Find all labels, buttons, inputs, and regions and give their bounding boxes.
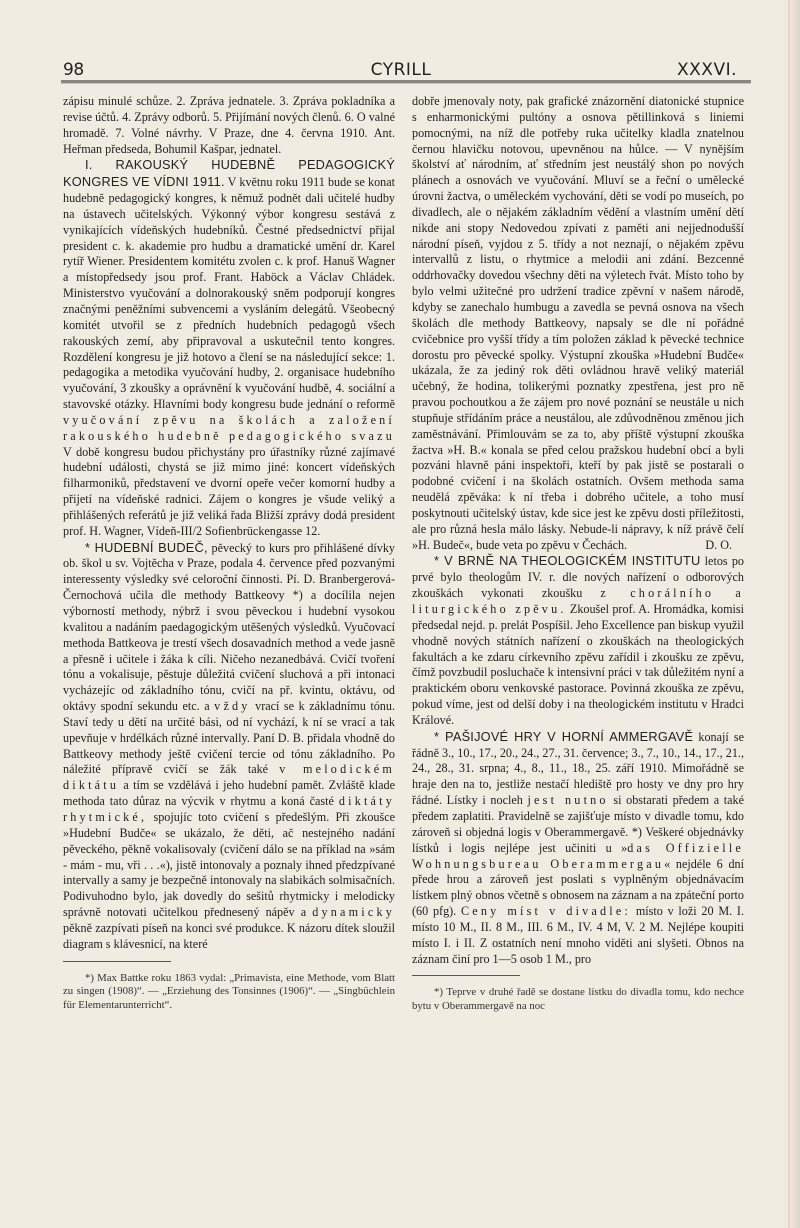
heading-brno-institute: * V BRNĚ NA THEOLOGICKÉM INSTITUTU — [434, 553, 701, 569]
text: si obstarati předem a také předem zaplatiti. Pravidelně se zajišťuje místo v divadle tomu, kdo zároveň si objedná logis v Oberammergavě. *) Veškeré objednávky lístků i logis nejlépe jest učiniti u » — [412, 793, 744, 855]
author-signature: D. O. — [705, 537, 732, 552]
footnote-rule — [412, 975, 520, 976]
text: pěkně zazpívati píseň na konci své produkce. K názoru dítek sloužil diagram s klávesnicí, na které — [63, 920, 395, 951]
footnote-rule — [63, 961, 171, 962]
text: « nejdéle 6 dní přede hrou a zároveň jest poslati s vyplněným objednávacím lístkem plný obnos včetně s obnosem na záznam a na zpáteční porto (60 pfg). — [412, 856, 745, 919]
spaced-emphasis: vyučování zpěvu na školách a založení rakouského hudebně pedagogického svazu — [63, 412, 395, 443]
spaced-emphasis: dynamicky — [312, 905, 395, 920]
text: spojujíc toto cvičení s předešlým. Při zkoušce »Hudební Budče« se ukázalo, že děti, ač nestejného nadání pěveckého, pěkně vokalisovaly (cvičení dálo se na příklad na »sám - mám - mu, vři . . .«), jistě intonovaly a poznaly ihned předzpívané intervally a samy je bezpečně intonovaly na slabikách solmisačních. Podivuhodno bylo, jak dovedly do sešitů rhytmicky i melodicky správně notovati učitelkou přednesený nápěv a — [63, 809, 395, 920]
spaced-emphasis: das Offizielle Wohnungsbureau Oberammergau — [412, 840, 745, 871]
text: a tím se vzdělává i jeho hudební pamět. Zvláště klade methoda tato důraz na výcvik v rhytmu a koná časté — [63, 778, 395, 809]
paragraph-hudebni-budec — [63, 540, 395, 953]
spaced-emphasis: z chorálního a liturgického zpěvu. — [412, 586, 744, 616]
text: místo v loži 20 M. I. místo 10 M., II. 8 M., III. 6 M., IV. 4 M, V. 2 M. Nejlépe koupiti místo I. i II. Z ostatních není mnoho viděti ani slyšeti. Obnos na záznam činí pro 1—5 osob 1 M., pro — [412, 904, 744, 966]
text: dobře jmenovaly noty, pak grafické znázornění diatonické stupnice s enharmonickými pultóny a osnova pětillinková s liniemi pomocnými, na níž dle potřeby ruka učitelky kladla znatelnou černou hlavičku notovou, upevněnou na hůlce. — V nynějším školství ať národním, ať středním jest neustálý shon po nových plánech a osnovách ve vyučování. Mluví se a řeční o umělecké úrovni žactva, o uměleckém vychování, děti se vodí po museích, po divadlech, ale o nějakém základním vědění a vlastním umění dětí nikde ani stopy Nedovedou zpívati z paměti ani nejjednodušší národní píseň, vyjdou z 5. třídy a not neznají, o nějakém zpěvu intervallů z listu, o rhytmice a melodii ani zdání. Bezcenné oddrhovačky dovedou všechny děti na výletech řvát. Místo toho by bylo velmi užitečné pro udržení tradice zpěvní v našem národě, kdyby se zanechalo humbugu a zavedla se pevná osnova na všech školách dle methody Battkeovy, napsaly se dle ní pořádné cvičebnice pro vyšší třídy a tím položen základ k pěvecké technice dorostu pro pěvecké spolky. Výstupní zkouška »Hudební Budče« ukázala, že za jediný rok děti ovládnou hravě veliký materiál učebný, že hodina, tolikerými poznatky zpestřena, jest pro ně pravou pochoutkou a že zájem pro nové poznání se neustále u nich stupňuje střídáním práce a neustálou, ale zdůvodněnou změnou jich zaměstnávání. Přimlouvám se za to, aby příště výstupní zkouška žactva »H. B.« konala se před celou pražskou hudební obcí a byli pozváni hlavně páni inspektoři, kteří by pak jistě se postarali o podobné cvičení i na školách ostatních. Ovšem methoda sama neudělá zpěváka: k ní třeba i dobrého učitele, a toho musí poskytnouti učitelský ústav, kde sice jest ke zpěvu dosti příležitosti, ale pro různá hesla málo lásky. Nebude-li nápravy, k níž právě čelí »H. Budeč«, bude veta po zpěvu v Čechách. — [412, 94, 744, 552]
journal-title: CYRILL — [370, 60, 432, 80]
page-edge — [784, 0, 800, 1228]
text: V květnu roku 1911 bude se konat hudebně pedagogický kongres, k němuž podnět dali učitelé hudby na ústavech učitelských. Výkonný výbor kongresu sestává z vynikajících vídeňských hudebníků. Čestné předsednictví přijal president c. k. akademie pro hudbu a dramatické umění dr. Karel rytíř Wiener. Presidentem komitétu zvolen c. k prof. Hanuš Wagner a místopředsedy jsou prof. Frant. Haböck a Václav Chládek. Ministerstvo vyučování a dolnorakouský sněm podporují kongres značnými peněžními subvencemi a vysláním delegátů. Všeobecný komitét utvořil se z předních hudebních pedagogů všech rakouských zemí, aby připravoval a uskutečnil tento kongres. Rozdělení kongresu je již hotovo a člení se na následující sekce: 1. pedagogika a metodika vyučování hudby, 2. organisace hudebního vyučování, 3 zkoušky a oprávnění k vyučování hudbě, 4. sociální a stavovské otázky. Hlavními body kongresu bude jednání o reformě — [63, 175, 395, 412]
spaced-emphasis: vždy — [214, 699, 251, 714]
text: V době kongresu budou přichystány pro úřastníky různé zajímavé hudební události, chystá se již mimo jiné: koncert vídeňských filharmoniků, představení ve dvorní opeře večer komorní hudby a přijetí na vídeňské radnici. Zájem o kongres je všude veliký a přihlášených referátů je již veliká řada Bližší zprávy dodá president prof. H. Wagner, Vídeň-III/2 Sofienbrückengasse 12. — [63, 444, 395, 538]
right-column — [412, 94, 744, 1013]
spaced-emphasis: v melodickém diktátu — [63, 762, 395, 793]
paragraph-brno-institute — [412, 553, 744, 728]
footnote-battke: *) Max Battke roku 1863 vydal: „Primavista, eine Methode, vom Blatt zu singen (1908)“. — „Erziehung des Tonsinnes (1906)“. — „Singbüchlein für Elementarunterricht“. — [63, 971, 395, 1011]
header-rule — [61, 80, 751, 84]
page-number: 98 — [63, 60, 84, 80]
heading-hudebni-budec: * HUDEBNÍ BUDEČ, — [85, 539, 208, 555]
spaced-emphasis: Ceny míst v divadle: — [461, 904, 632, 919]
spaced-emphasis: jest nutno — [527, 793, 609, 808]
footnote-tickets: *) Teprve v druhé řadě se dostane lístku do divadla tomu, kdo nechce bytu v Oberammergavě na noc — [412, 986, 744, 1012]
paragraph-meeting-agenda: zápisu minulé schůze. 2. Zpráva jednatele. 3. Zpráva pokladníka a revise účtů. 4. Zprávy odborů. 5. Přijímání nových členů. 6. O valné hromadě. 7. Volné návrhy. V Praze, dne 4. června 1910. Ant. Heřman předseda, Bohumil Kašpar, jednatel. — [63, 94, 395, 156]
paragraph-passion-plays — [412, 729, 744, 968]
volume-number: XXXVI. — [677, 60, 737, 80]
heading-passion-plays: * PAŠIJOVÉ HRY V HORNÍ AMMERGAVĚ — [434, 728, 694, 744]
text: vrací se k základnímu tónu. Staví tedy u dětí na určité bási, od ní vychází, k ní se vrací a tak upevňuje v hrdélkách různé intervally. Paní D. B. přidala vhodně do Battkeovy methody ještě cvičení tercie od tónu základního. Po náležité přípravě cvičí se žák také — [63, 699, 395, 777]
heading-vienna-congress: I. RAKOUSKÝ HUDEBNĚ PEDAGOGICKÝ KONGRES VE VÍDNI 1911. — [63, 157, 395, 190]
text: pěvecký to kurs pro přihlášené dívky ob. škol u sv. Vojtěcha v Praze, podala 4. července před pozvanými interessenty výsledky své celoroční činnosti. Pí. D. Branbergerová-Černochová učila dle methody Battkeovy *) a docílila nejen výborností methody, nýbrž i svou pěveckou i hudební vysokou kvalitou a nadáním paedagogickým utěšených výsledků. Vyučovací methoda Battkeova je trestí všech dosavadních method a vede jasně a přesně i učitele i žáka k cíli. Ničeho nezanedbává. Cvičí tvoření tónu a vokalisuje, pěstuje důležitá cvičení sluchová a při intonaci vycházejíc od základního tónu, cvičí na př. kvintu, oktávu, od oktávy spodní sekundu etc. a — [63, 540, 395, 714]
text: Zkoušel prof. A. Hromádka, komisi předsedal nejd. p. prelát Pospíšil. Jeho Excellence pan biskup využil vhodně nových státních nařízení o zkouškách na theologických fakultách a ke zdaru církevního zpěvu zařídil i zkoušku ze zpěvu, čímž povzbudil posluchače k intensivní práci v tak důležitém nyní a praktickém oboru venkovské pastorace. Povinná zkouška ze zpěvu, pokud víme, jest od delší doby i na theologickém institutu v Hradci Králové. — [412, 602, 745, 727]
text: letos po prvé bylo theologům IV. r. dle nových nařízení o odborových zkouškách vykonati zkoušku — [412, 554, 744, 601]
running-header — [61, 56, 741, 82]
text: konají se řádně 3., 10., 17., 20., 24., 27., 31. července; 3., 7., 10., 14., 17., 21., 24., 28., 31. srpna; 4., 8., 11., 18., 25. září 1910. Mimořádně se hraje den na to, jestliže nestačí hlediště pro hosty ve dny pro hry řádné. Lístky i nocleh — [412, 729, 744, 808]
left-column — [63, 94, 395, 1012]
paragraph-vienna-congress — [63, 157, 395, 539]
paragraph-budec-continued — [412, 94, 744, 553]
spaced-emphasis: diktáty rhytmické, — [63, 794, 395, 824]
